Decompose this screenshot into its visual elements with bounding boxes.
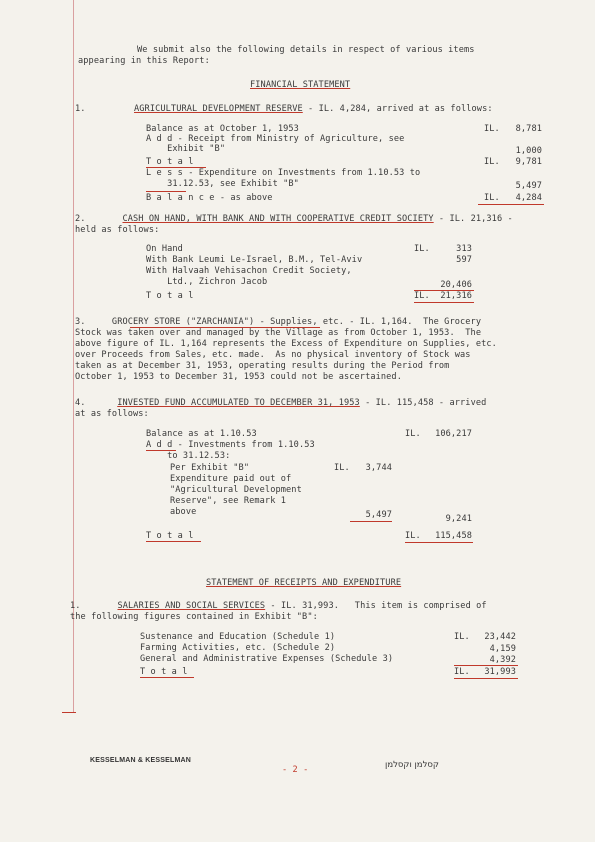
s4-line-2: at as follows: — [75, 409, 149, 419]
r1-row-amount: 31,993 — [484, 667, 516, 677]
s2-row-amount: 20,406 — [440, 280, 472, 290]
s1-row-amount: 5,497 — [515, 181, 542, 191]
r1-title-rest: - IL. 31,993. This item is comprised of — [265, 601, 487, 611]
s1-row-currency: IL. — [484, 124, 500, 134]
s4-expenditure-line: Reserve", see Remark 1 — [170, 496, 287, 506]
s1-row-amount: 9,781 — [515, 157, 542, 167]
s4-per-exhibit-label: Per Exhibit "B" — [170, 463, 250, 473]
r1-row-currency: IL. — [454, 667, 470, 677]
r1-heading — [70, 601, 487, 611]
s3-line: Stock was taken over and managed by the Village as from October 1, 1953. The — [75, 328, 482, 338]
s4-expenditure-line: "Agricultural Development — [170, 485, 302, 495]
s4-add-rule — [146, 450, 176, 451]
s4-subtotal-rule — [350, 521, 392, 522]
s2-row-currency: IL. — [414, 244, 430, 254]
s4-subtotal-amount: 9,241 — [445, 514, 472, 524]
s2-row-label: With Halvaah Vehisachon Credit Society, — [146, 266, 352, 276]
s3-title-underline — [130, 327, 320, 328]
s2-row-currency: IL. — [414, 291, 430, 301]
s4-total-label: T o t a l — [146, 531, 194, 541]
s4-total-currency: IL. — [405, 531, 421, 541]
r1-row-amount: 4,392 — [489, 655, 516, 665]
s1-number: 1. — [75, 104, 86, 114]
s3-line: above figure of IL. 1,164 represents the Excess of Expenditure on Supplies, etc. — [75, 339, 497, 349]
s1-row-amount: 1,000 — [515, 146, 542, 156]
s2-subtotal-rule — [414, 290, 474, 291]
r1-line-2: the following figures contained in Exhibit "B": — [70, 612, 318, 622]
s1-row-amount: 8,781 — [515, 124, 542, 134]
s4-add-line: A d d - Investments from 1.10.53 — [146, 440, 315, 450]
s1-heading — [134, 104, 493, 114]
s4-title: INVESTED FUND ACCUMULATED TO DECEMBER 31, 1953 — [117, 398, 360, 408]
s3-line: over Proceeds from Sales, etc. made. As no physical inventory of Stock was — [75, 350, 471, 360]
s4-per-exhibit-amount: 3,744 — [365, 463, 392, 473]
financial-statement-heading: FINANCIAL STATEMENT — [250, 80, 351, 90]
s1-row-label: L e s s - Expenditure on Investments from 1.10.53 to — [146, 168, 421, 178]
s1-row-label: A d d - Receipt from Ministry of Agriculture, see — [146, 134, 405, 144]
r1-subtotal-rule — [454, 665, 518, 666]
s1-rule-label — [146, 191, 186, 192]
s1-row-currency: IL. — [484, 157, 500, 167]
s4-balance-amount: 106,217 — [435, 429, 472, 439]
r1-row-amount: 23,442 — [484, 632, 516, 642]
s1-row-currency: IL. — [484, 193, 500, 203]
s4-number: 4. — [75, 398, 86, 408]
s4-total-underline — [405, 542, 473, 543]
r1-row-amount: 4,159 — [489, 644, 516, 654]
s2-row-label: With Bank Leumi Le-Israel, B.M., Tel-Aviv — [146, 255, 363, 265]
s2-title: CASH ON HAND, WITH BANK AND WITH COOPERATIVE CREDIT SOCIETY — [122, 214, 434, 224]
r1-number: 1. — [70, 601, 81, 611]
s1-title: AGRICULTURAL DEVELOPMENT RESERVE — [134, 104, 303, 114]
firm-name: KESSELMAN & KESSELMAN — [90, 757, 192, 764]
r1-row-currency: IL. — [454, 632, 470, 642]
r1-total-label-rule — [140, 677, 194, 678]
s4-title-rest: - IL. 115,458 - arrived — [359, 398, 487, 408]
s4-balance-currency: IL. — [405, 429, 421, 439]
s1-row-label: Balance as at October 1, 1953 — [146, 124, 299, 134]
s1-title-rest: - IL. 4,284, arrived at as follows: — [302, 104, 493, 114]
left-margin-tick — [62, 712, 76, 713]
s2-heading — [75, 214, 513, 224]
receipts-heading: STATEMENT OF RECEIPTS AND EXPENDITURE — [206, 578, 402, 588]
s1-row-label: T o t a l — [146, 157, 194, 167]
s4-add-line: to 31.12.53: — [146, 451, 231, 461]
r1-row-label: General and Administrative Expenses (Schedule 3) — [140, 654, 394, 664]
s4-expenditure-amount: 5,497 — [365, 510, 392, 520]
s2-row-label: On Hand — [146, 244, 183, 254]
s4-total-amount: 115,458 — [435, 531, 472, 541]
intro-line-1: We submit also the following details in respect of various items — [137, 45, 475, 55]
s3-line: October 1, 1953 to December 31, 1953 could not be ascertained. — [75, 372, 402, 382]
s4-expenditure-line: above — [170, 507, 197, 517]
s3-line: 3. GROCERY STORE ("ZARCHANIA") - Supplies, etc. - IL. 1,164. The Grocery — [75, 317, 482, 327]
s4-balance-label: Balance as at 1.10.53 — [146, 429, 257, 439]
s2-row-amount: 313 — [456, 244, 472, 254]
intro-line-2: appearing in this Report: — [78, 56, 210, 66]
s2-number: 2. — [75, 214, 86, 224]
r1-row-label: Farming Activities, etc. (Schedule 2) — [140, 643, 336, 653]
s1-row-label: 31.12.53, see Exhibit "B" — [146, 179, 299, 189]
s1-row-label: Exhibit "B" — [146, 144, 226, 154]
s1-row-amount: 4,284 — [515, 193, 542, 203]
s1-rule-label — [146, 167, 206, 168]
s4-per-exhibit-currency: IL. — [334, 463, 350, 473]
s4-expenditure-line: Expenditure paid out of — [170, 474, 292, 484]
s2-row-amount: 597 — [456, 255, 472, 265]
s2-row-amount: 21,316 — [440, 291, 472, 301]
s2-line-2: held as follows: — [75, 225, 160, 235]
r1-title: SALARIES AND SOCIAL SERVICES — [117, 601, 266, 611]
s2-row-label: T o t a l — [146, 291, 194, 301]
s4-heading — [75, 398, 486, 408]
r1-row-label: T o t a l — [140, 667, 188, 677]
firm-name-hebrew: קסלמן וקסלמן — [385, 760, 439, 770]
r1-total-underline — [454, 678, 518, 679]
s1-row-label: B a l a n c e - as above — [146, 193, 273, 203]
r1-row-label: Sustenance and Education (Schedule 1) — [140, 632, 336, 642]
s2-row-label: Ltd., Zichron Jacob — [146, 277, 268, 287]
s2-title-rest: - IL. 21,316 - — [433, 214, 513, 224]
s3-line: taken as at December 31, 1953, operating results during the Period from — [75, 361, 450, 371]
s2-total-underline — [414, 302, 474, 303]
s4-total-label-rule — [146, 541, 201, 542]
page-number: - 2 - — [282, 765, 309, 775]
s1-total-underline — [478, 204, 544, 205]
